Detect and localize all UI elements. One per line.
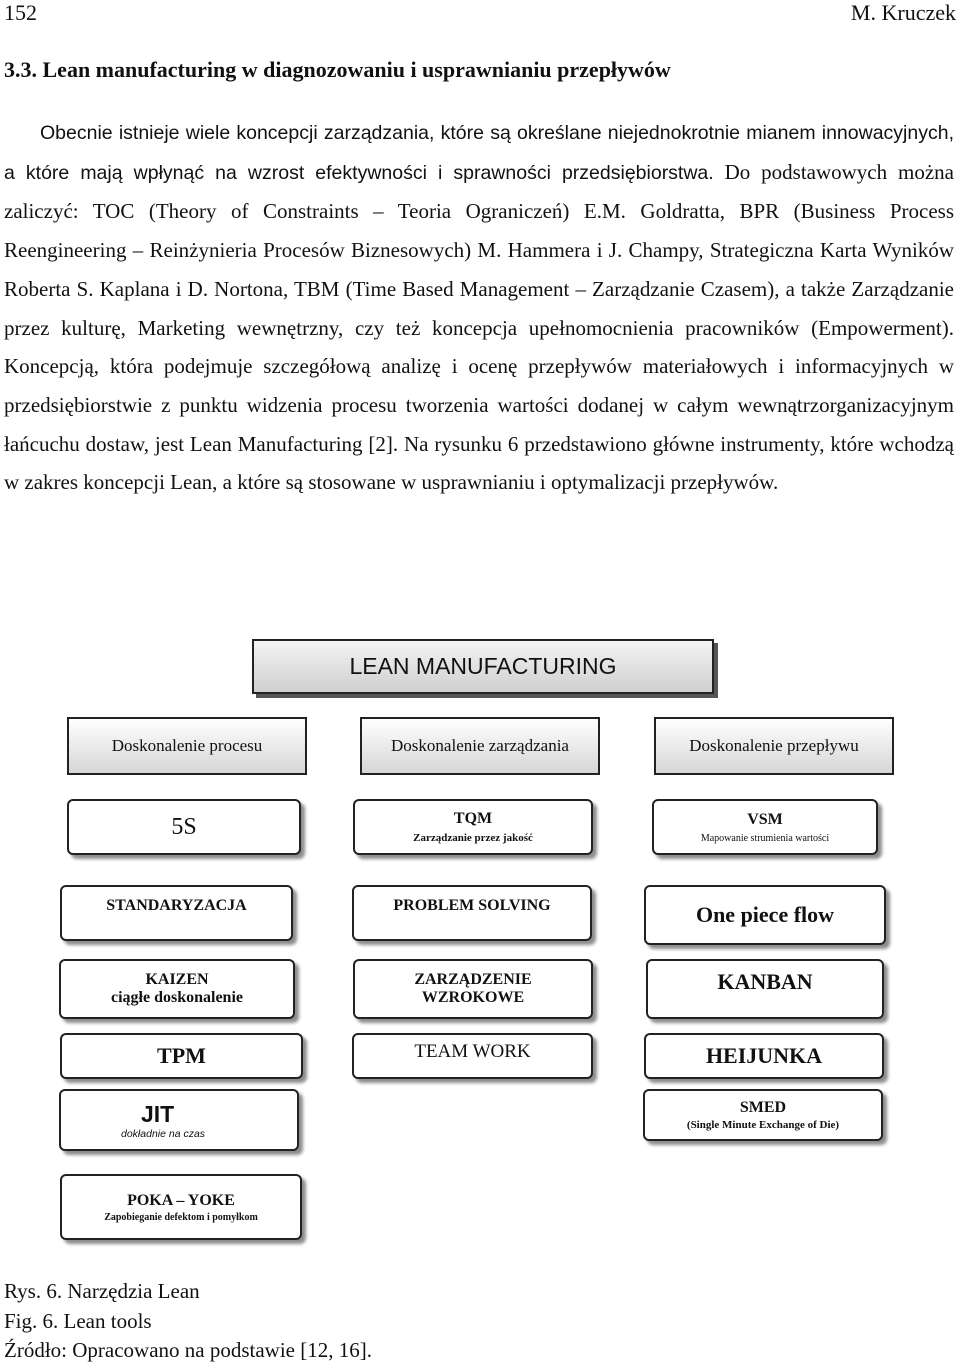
tool-kaizen: [59, 959, 295, 1019]
tool-jit-label: JIT: [141, 1100, 175, 1127]
paragraph-part-2: Do podstawowych można zaliczyć: TOC (Theory of Constraints – Teoria Ograniczeń) E.M. Goldratta, BPR (Business Process Reengineering – Reinżynieria Procesów Biznesowych) M. Hammera i J. Champy, Strategiczna Karta Wyników Roberta S. Kaplana i D. Nortona, TBM (Time Based Management – Zarządzanie Czasem), a także Zarządzanie przez kulturę, Marketing wewnętrzny, czy też koncepcja upełnomocnienia pracowników (Empowerment). Koncepcją, która podejmuje szczegółową analizę i ocenę przepływów materiałowych i informacyjnych w przedsiębiorstwie z punktu widzenia procesu tworzenia wartości dodanej w całym wewnątrzorganizacyjnym łańcuchu dostaw, jest Lean Manufacturing [2]. Na rysunku 6 przedstawiono główne instrumenty, które wchodzą w zakres koncepcji Lean, a które są stosowane w usprawnianiu i optymalizacji przepływów.: [4, 159, 954, 495]
tool-team-work-label: TEAM WORK: [414, 1041, 531, 1062]
tool-smed-label: SMED: [739, 1099, 787, 1116]
tool-vsm-sub: Mapowanie strumienia wartości: [700, 832, 830, 844]
body-paragraph: [4, 113, 954, 502]
tool-tqm-label: TQM: [453, 810, 493, 827]
tool-tpm: [60, 1033, 303, 1079]
category-flow: Doskonalenie przepływu: [654, 717, 894, 775]
page-number: 152: [4, 0, 37, 25]
figure-caption-pl: Rys. 6. Narzędzia Lean: [4, 1279, 200, 1303]
tool-kanban-label: KANBAN: [717, 969, 813, 994]
section-title: 3.3. Lean manufacturing w diagnozowaniu i usprawnianiu przepływów: [4, 57, 671, 82]
tool-vsm: [652, 799, 878, 855]
tool-5s-label: 5S: [171, 813, 197, 840]
tool-zarzadzenie-wzrokowe: [353, 959, 593, 1019]
tool-tqm: [353, 799, 593, 855]
tool-jit-sub: dokładnie na czas: [121, 1127, 206, 1140]
running-author: M. Kruczek: [850, 0, 956, 25]
tool-problem-solving-label: PROBLEM SOLVING: [393, 897, 551, 914]
diagram-title: LEAN MANUFACTURING: [252, 639, 714, 694]
category-process: Doskonalenie procesu: [67, 717, 307, 775]
tool-tqm-sub: Zarządzanie przez jakość: [413, 832, 533, 844]
tool-one-piece-flow-label: One piece flow: [695, 902, 835, 927]
tool-poka-yoke-label: POKA – YOKE: [127, 1191, 235, 1209]
tool-zarzadzenie-line1: ZARZĄDZENIE: [414, 971, 532, 988]
tool-one-piece-flow: [644, 885, 886, 945]
tool-team-work: [352, 1033, 593, 1079]
category-management: Doskonalenie zarządzania: [360, 717, 600, 775]
tool-kanban: [646, 959, 884, 1019]
figure-source: Źródło: Opracowano na podstawie [12, 16].: [4, 1338, 372, 1362]
tool-poka-yoke: [60, 1174, 302, 1240]
tool-jit: [59, 1089, 299, 1151]
tool-smed-sub: (Single Minute Exchange of Die): [686, 1119, 840, 1131]
tool-poka-yoke-sub: Zapobieganie defektom i pomyłkom: [104, 1211, 258, 1223]
tool-heijunka: [644, 1033, 884, 1079]
tool-heijunka-label: HEIJUNKA: [705, 1043, 823, 1068]
tool-kaizen-sub: ciągłe doskonalenie: [110, 989, 243, 1006]
tool-standaryzacja-label: STANDARYZACJA: [106, 897, 247, 914]
tool-vsm-label: VSM: [747, 810, 783, 828]
tool-tpm-label: TPM: [157, 1043, 206, 1068]
tool-standaryzacja: [60, 885, 293, 941]
tool-5s: [67, 799, 301, 855]
tool-smed: [643, 1089, 883, 1141]
tool-problem-solving: [352, 885, 592, 941]
tool-zarzadzenie-line2: WZROKOWE: [421, 989, 525, 1006]
tool-kaizen-label: KAIZEN: [145, 971, 209, 988]
paragraph-part-1: Obecnie istnieje wiele koncepcji zarządzania, które są określane niejednokrotnie mianem innowacyjnych, a które mają wpłynąć na wzrost efektywności i sprawności przedsiębiorstwa.: [4, 122, 954, 184]
figure-caption-en: Fig. 6. Lean tools: [4, 1309, 152, 1333]
